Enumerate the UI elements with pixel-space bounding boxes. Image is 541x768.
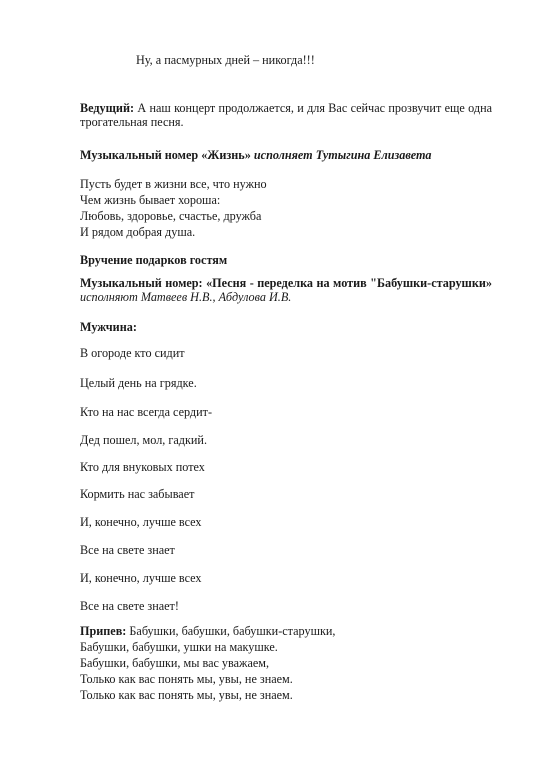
gifts-heading bbox=[80, 253, 227, 267]
song-line: И, конечно, лучше всех bbox=[80, 515, 202, 529]
number2-label: Музыкальный номер: «Песня - переделка на мотив "Бабушки-старушки» bbox=[80, 276, 492, 290]
number2-performers: исполняют Матвеев Н.В., Абдулова И.В. bbox=[80, 290, 292, 304]
chorus-line: Только как вас понять мы, увы, не знаем. bbox=[80, 688, 293, 702]
song-line: Все на свете знает bbox=[80, 543, 175, 557]
number1-heading bbox=[80, 148, 432, 162]
opening-line: Ну, а пасмурных дней – никогда!!! bbox=[136, 53, 315, 67]
song-line: Целый день на грядке. bbox=[80, 376, 197, 390]
poem-line: Любовь, здоровье, счастье, дружба bbox=[80, 209, 262, 223]
number1-performer: исполняет Тутыгина Елизавета bbox=[253, 148, 432, 162]
song-line: Все на свете знает! bbox=[80, 599, 179, 613]
poem-line: Пусть будет в жизни все, что нужно bbox=[80, 177, 267, 191]
man-label-text: Мужчина: bbox=[80, 320, 137, 334]
poem-line: Чем жизнь бывает хороша: bbox=[80, 193, 221, 207]
host-text: А наш концерт продолжается, и для Вас сейчас прозвучит еще одна трогательная песня. bbox=[80, 101, 492, 129]
chorus-line: Бабушки, бабушки, ушки на макушке. bbox=[80, 640, 278, 654]
chorus-first-line bbox=[80, 624, 335, 638]
song-line: И, конечно, лучше всех bbox=[80, 571, 202, 585]
chorus-line: Бабушки, бабушки, мы вас уважаем, bbox=[80, 656, 270, 670]
gifts-heading-text: Вручение подарков гостям bbox=[80, 253, 228, 267]
chorus-first: Бабушки, бабушки, бабушки-старушки, bbox=[129, 624, 336, 638]
chorus-label: Припев: bbox=[80, 624, 127, 638]
song-line: Дед пошел, мол, гадкий. bbox=[80, 433, 207, 447]
song-line: Кормить нас забывает bbox=[80, 487, 195, 501]
number2-heading bbox=[80, 276, 492, 304]
host-label: Ведущий: bbox=[80, 101, 135, 115]
man-label bbox=[80, 320, 137, 334]
number1-label: Музыкальный номер «Жизнь» bbox=[80, 148, 251, 162]
song-line: Кто для внуковых потех bbox=[80, 460, 205, 474]
chorus-line: Только как вас понять мы, увы, не знаем. bbox=[80, 672, 293, 686]
song-line: Кто на нас всегда сердит- bbox=[80, 405, 213, 419]
song-line: В огороде кто сидит bbox=[80, 346, 185, 360]
host-paragraph bbox=[80, 101, 492, 129]
poem-line: И рядом добрая душа. bbox=[80, 225, 196, 239]
